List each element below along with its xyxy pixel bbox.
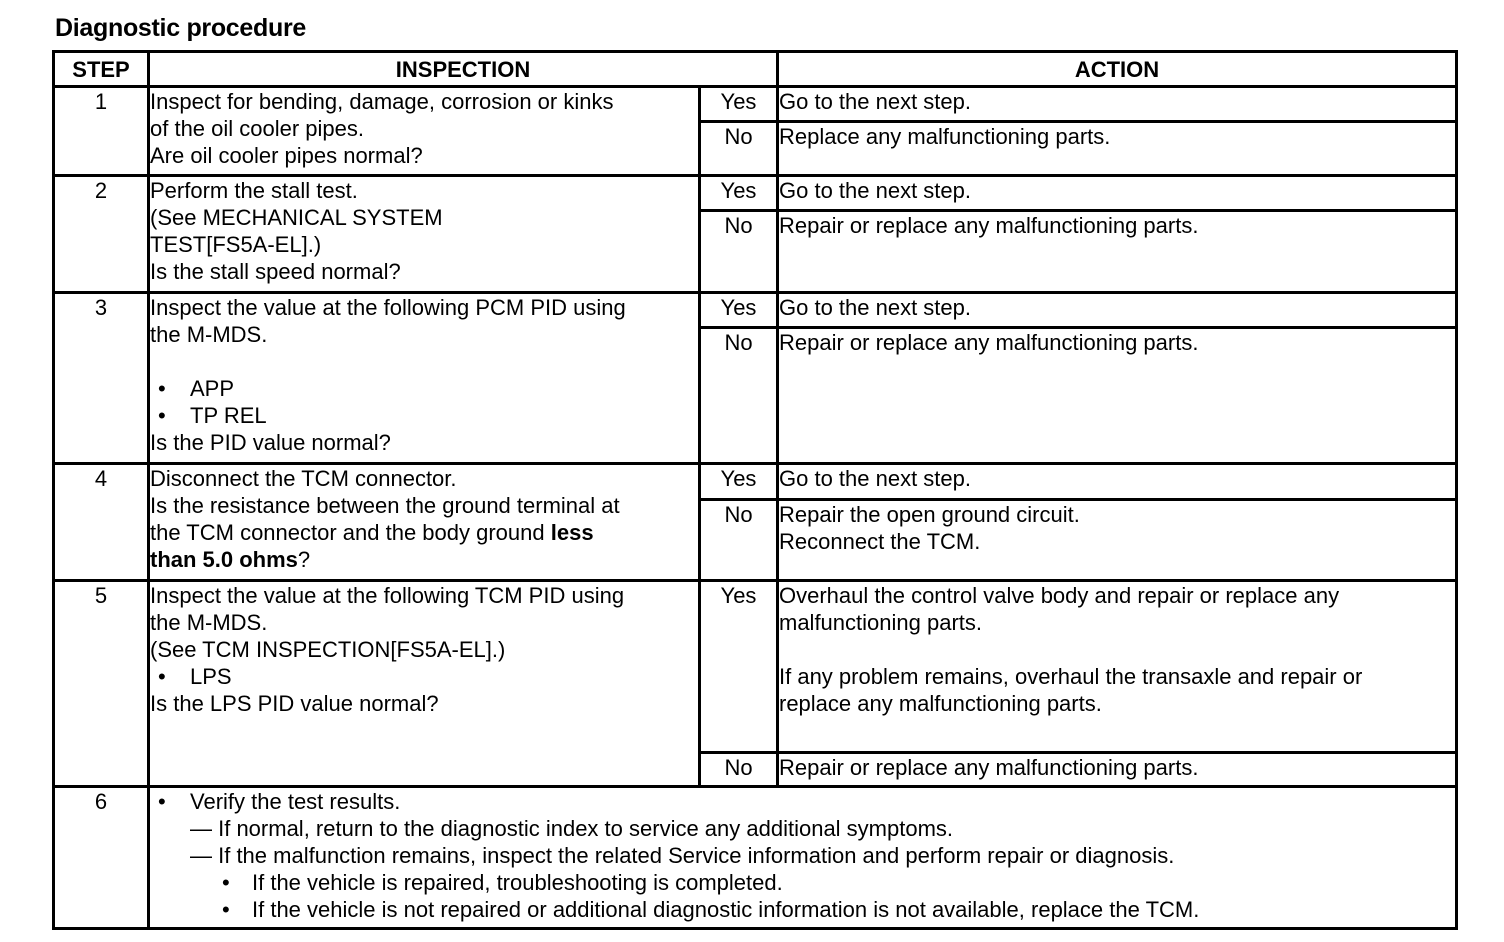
yes-label: Yes	[700, 176, 778, 211]
action-text: Repair or replace any malfunctioning parts.	[779, 330, 1199, 355]
inspection-bold: less	[550, 520, 594, 545]
action-text: Repair or replace any malfunctioning parts.	[779, 213, 1199, 238]
action-text: Go to the next step.	[779, 295, 972, 320]
bullet-text: TP REL	[190, 403, 267, 428]
inspection-cell	[149, 176, 700, 293]
spacer	[779, 636, 1455, 663]
step-5-yes-row	[54, 581, 1457, 753]
action-text: Repair or replace any malfunctioning parts.	[779, 755, 1199, 780]
sub-bullet-text: If the vehicle is not repaired or additional diagnostic information is not available, replace the TCM.	[252, 897, 1200, 922]
inspection-cell	[149, 87, 700, 176]
step-4-yes-row	[54, 464, 1457, 500]
action-text: Go to the next step.	[779, 178, 972, 203]
action-text: Go to the next step.	[779, 466, 972, 491]
bullet-text: Verify the test results.	[190, 789, 401, 814]
inspection-text: Inspect the value at the following TCM PID using	[150, 583, 625, 608]
bullet-item	[150, 788, 1455, 815]
no-action	[778, 328, 1457, 464]
inspection-text: Is the resistance between the ground terminal at	[150, 493, 620, 518]
inspection-text: Inspect the value at the following PCM PID using	[150, 295, 626, 320]
step-number: 6	[54, 787, 149, 929]
yes-action	[778, 293, 1457, 328]
yes-label: Yes	[700, 581, 778, 753]
inspection-text: Perform the stall test.	[150, 178, 358, 203]
yes-action	[778, 87, 1457, 122]
dash-item: — If the malfunction remains, inspect the related Service information and perform repair or diagnosis.	[190, 843, 1175, 868]
inspection-text: Disconnect the TCM connector.	[150, 466, 457, 491]
header-inspection: INSPECTION	[149, 52, 778, 87]
dash-item: — If normal, return to the diagnostic index to service any additional symptoms.	[190, 816, 954, 841]
step-number: 3	[54, 293, 149, 464]
inspection-text: the M-MDS.	[150, 610, 268, 635]
yes-action	[778, 581, 1457, 753]
step-6-row	[54, 787, 1457, 929]
bullet-icon: •	[222, 897, 230, 922]
inspection-text: ?	[297, 547, 311, 572]
header-step: STEP	[54, 52, 149, 87]
step-number: 4	[54, 464, 149, 581]
action-text: Go to the next step.	[779, 89, 972, 114]
no-action	[778, 753, 1457, 787]
sub-bullet-text: If the vehicle is repaired, troubleshooting is completed.	[252, 870, 783, 895]
inspection-question: Is the LPS PID value normal?	[150, 691, 439, 716]
final-cell	[149, 787, 1457, 929]
yes-action	[778, 176, 1457, 211]
step-number: 1	[54, 87, 149, 176]
action-text: malfunctioning parts.	[779, 610, 982, 635]
inspection-text: the TCM connector and the body ground	[150, 520, 545, 545]
inspection-text: TEST[FS5A-EL].)	[150, 232, 322, 257]
sub-bullet-item	[150, 869, 1455, 896]
yes-action	[778, 464, 1457, 500]
step-1-yes-row	[54, 87, 1457, 122]
diagnostic-table	[52, 50, 1458, 930]
bullet-text: LPS	[190, 664, 232, 689]
step-number: 5	[54, 581, 149, 787]
yes-label: Yes	[700, 87, 778, 122]
bullet-item	[150, 375, 698, 402]
bullet-icon: •	[158, 789, 166, 814]
inspection-text: the M-MDS.	[150, 322, 268, 347]
bullet-text: APP	[190, 376, 235, 401]
no-label: No	[700, 211, 778, 293]
yes-label: Yes	[700, 464, 778, 500]
page-title: Diagnostic procedure	[55, 14, 306, 42]
yes-label: Yes	[700, 293, 778, 328]
no-action	[778, 211, 1457, 293]
spacer	[150, 348, 698, 375]
no-label: No	[700, 500, 778, 581]
bullet-icon: •	[222, 870, 230, 895]
inspection-text-line	[150, 519, 698, 546]
inspection-cell	[149, 293, 700, 464]
inspection-text: (See MECHANICAL SYSTEM	[150, 205, 443, 230]
no-label: No	[700, 328, 778, 464]
bullet-icon: •	[158, 664, 166, 689]
no-action	[778, 500, 1457, 581]
action-text: Overhaul the control valve body and repair or replace any	[779, 583, 1340, 608]
bullet-item	[150, 663, 698, 690]
header-row	[54, 52, 1457, 87]
bullet-icon: •	[158, 403, 166, 428]
step-3-yes-row	[54, 293, 1457, 328]
inspection-text: Is the stall speed normal?	[150, 259, 401, 284]
inspection-text-line	[150, 546, 698, 573]
action-text: If any problem remains, overhaul the transaxle and repair or	[779, 664, 1363, 689]
action-text: Repair the open ground circuit.	[779, 502, 1080, 527]
inspection-text: Inspect for bending, damage, corrosion or kinks	[150, 89, 614, 114]
step-2-yes-row	[54, 176, 1457, 211]
inspection-cell	[149, 581, 700, 787]
inspection-text: Are oil cooler pipes normal?	[150, 143, 423, 168]
no-label: No	[700, 753, 778, 787]
sub-bullet-item	[150, 896, 1455, 923]
inspection-text: (See TCM INSPECTION[FS5A-EL].)	[150, 637, 506, 662]
action-text: Reconnect the TCM.	[779, 529, 981, 554]
no-action	[778, 122, 1457, 176]
action-text: Replace any malfunctioning parts.	[779, 124, 1111, 149]
inspection-bold: than 5.0 ohms	[150, 547, 298, 572]
inspection-text: of the oil cooler pipes.	[150, 116, 365, 141]
inspection-question: Is the PID value normal?	[150, 430, 391, 455]
inspection-cell	[149, 464, 700, 581]
action-text: replace any malfunctioning parts.	[779, 691, 1102, 716]
bullet-item	[150, 402, 698, 429]
bullet-icon: •	[158, 376, 166, 401]
no-label: No	[700, 122, 778, 176]
step-number: 2	[54, 176, 149, 293]
header-action: ACTION	[778, 52, 1457, 87]
